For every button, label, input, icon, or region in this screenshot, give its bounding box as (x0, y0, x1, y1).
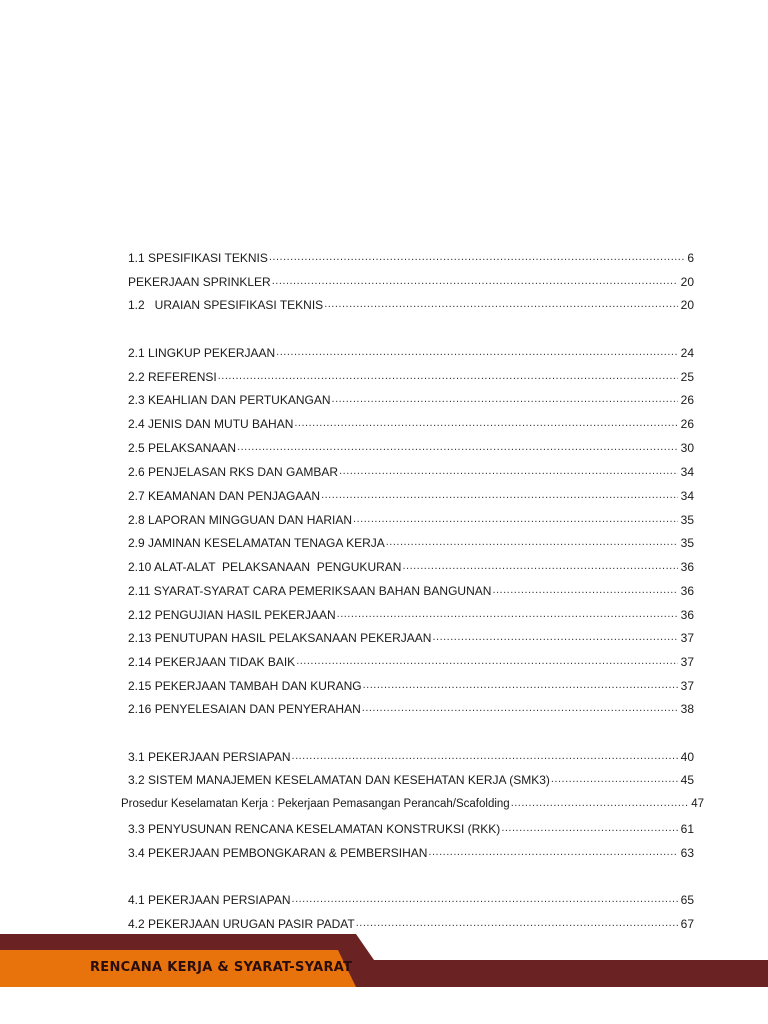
toc-entry-title: 2.9 JAMINAN KESELAMATAN TENAGA KERJA (128, 536, 385, 550)
dot-leader (511, 798, 689, 808)
toc-entry[interactable] (128, 485, 694, 503)
toc-entry-page: 61 (680, 822, 694, 836)
toc-entry[interactable] (128, 698, 694, 716)
dot-leader (292, 894, 678, 904)
toc-entry[interactable] (128, 532, 694, 550)
toc-entry-title: 1.1 SPESIFIKASI TEKNIS (128, 251, 268, 265)
toc-entry-page: 67 (680, 917, 694, 931)
toc-entry-page: 65 (680, 893, 694, 907)
toc-entry-title: 2.4 JENIS DAN MUTU BAHAN (128, 417, 294, 431)
toc-entry-title: 2.16 PENYELESAIAN DAN PENYERAHAN (128, 702, 361, 716)
dot-leader (332, 394, 678, 404)
toc-entry-title: 3.3 PENYUSUNAN RENCANA KESELAMATAN KONSTRUKSI (RKK) (128, 822, 501, 836)
toc-entry[interactable] (128, 675, 694, 693)
dot-leader (237, 442, 678, 452)
toc-entry-page: 36 (680, 608, 694, 622)
toc-entry-page: 20 (680, 298, 694, 312)
dot-leader (321, 490, 678, 500)
dot-leader (294, 418, 677, 428)
dot-leader (292, 751, 678, 761)
dot-leader (386, 537, 678, 547)
toc-entry-page: 45 (680, 773, 694, 787)
toc-entry-title: 4.2 PEKERJAAN URUGAN PASIR PADAT (128, 917, 355, 931)
toc-entry-page: 37 (680, 631, 694, 645)
dot-leader (362, 703, 678, 713)
toc-entry-page: 35 (680, 513, 694, 527)
toc-entry-page: 26 (680, 393, 694, 407)
toc-entry-title: 3.1 PEKERJAAN PERSIAPAN (128, 750, 291, 764)
toc-entry-page: 38 (680, 702, 694, 716)
dot-leader (339, 466, 678, 476)
toc-entry[interactable] (128, 842, 694, 860)
toc-entry[interactable] (128, 271, 694, 289)
toc-entry[interactable] (128, 889, 694, 907)
toc-entry-page: 37 (680, 679, 694, 693)
toc-entry-title: 2.2 REFERENSI (128, 370, 217, 384)
toc-entry-title: 2.14 PEKERJAAN TIDAK BAIK (128, 655, 296, 669)
toc-entry-title: 2.12 PENGUJIAN HASIL PEKERJAAN (128, 608, 336, 622)
dot-leader (296, 656, 677, 666)
toc-entry-title: 2.5 PELAKSANAAN (128, 441, 237, 455)
toc-entry-page: 36 (680, 584, 694, 598)
toc-entry-title: 2.11 SYARAT-SYARAT CARA PEMERIKSAAN BAHAN BANGUNAN (128, 584, 492, 598)
dot-leader (492, 585, 677, 595)
toc-entry[interactable] (128, 913, 694, 931)
toc-entry-title: 4.1 PEKERJAAN PERSIAPAN (128, 893, 291, 907)
toc-entry[interactable] (128, 461, 694, 479)
toc-entry[interactable] (128, 247, 694, 265)
toc-entry[interactable] (128, 818, 694, 836)
dot-leader (353, 514, 678, 524)
dot-leader (269, 252, 684, 262)
toc-entry[interactable] (128, 294, 694, 312)
toc-entry[interactable] (128, 627, 694, 645)
toc-entry[interactable] (128, 580, 694, 598)
toc-entry-title: 2.10 ALAT-ALAT PELAKSANAAN PENGUKURAN (128, 560, 402, 574)
dot-leader (402, 561, 677, 571)
toc-entry-page: 24 (680, 346, 694, 360)
toc-entry[interactable] (128, 651, 694, 669)
footer-label: RENCANA KERJA & SYARAT-SYARAT (90, 960, 353, 975)
toc-entry-page: 35 (680, 536, 694, 550)
toc-entry-title: PEKERJAAN SPRINKLER (128, 275, 271, 289)
dot-leader (501, 823, 677, 833)
toc-entry[interactable] (128, 366, 694, 384)
toc-entry-title: 3.4 PEKERJAAN PEMBONGKARAN & PEMBERSIHAN (128, 846, 428, 860)
toc-entry-page: 6 (687, 251, 694, 265)
dot-leader (363, 680, 678, 690)
toc-entry-page: 63 (680, 846, 694, 860)
toc-entry-page: 36 (680, 560, 694, 574)
toc-entry[interactable] (128, 389, 694, 407)
toc-entry-title: 2.7 KEAMANAN DAN PENJAGAAN (128, 489, 321, 503)
toc-entry[interactable] (128, 413, 694, 431)
toc-entry-page: 26 (680, 417, 694, 431)
toc-entry-page: 40 (680, 750, 694, 764)
toc-entry-title: 1.2 URAIAN SPESIFIKASI TEKNIS (128, 298, 324, 312)
toc-entry[interactable] (128, 604, 694, 622)
toc-entry-title: 2.6 PENJELASAN RKS DAN GAMBAR (128, 465, 339, 479)
toc-entry-page: 47 (691, 798, 704, 810)
toc-entry-title: 3.2 SISTEM MANAJEMEN KESELAMATAN DAN KESEHATAN KERJA (SMK3) (128, 773, 550, 787)
dot-leader (551, 774, 678, 784)
toc-entry-page: 34 (680, 465, 694, 479)
toc-entry-page: 20 (680, 275, 694, 289)
toc-entry-title: 2.1 LINGKUP PEKERJAAN (128, 346, 276, 360)
toc-entry-page: 37 (680, 655, 694, 669)
page-footer (0, 934, 768, 990)
toc-entry-title: 2.3 KEAHLIAN DAN PERTUKANGAN (128, 393, 331, 407)
dot-leader (428, 847, 677, 857)
toc-entry-page: 34 (680, 489, 694, 503)
toc-entry[interactable] (128, 556, 694, 574)
toc-entry[interactable] (128, 342, 694, 360)
dot-leader (337, 609, 678, 619)
dot-leader (324, 299, 677, 309)
toc-entry-page: 30 (680, 441, 694, 455)
dot-leader (272, 276, 678, 286)
toc-entry[interactable] (128, 509, 694, 527)
dot-leader (218, 371, 678, 381)
toc-entry-title: 2.13 PENUTUPAN HASIL PELAKSANAAN PEKERJAAN (128, 631, 432, 645)
toc-entry-title: 2.15 PEKERJAAN TAMBAH DAN KURANG (128, 679, 362, 693)
dot-leader (356, 918, 678, 928)
dot-leader (276, 347, 677, 357)
toc-entry-title: 2.8 LAPORAN MINGGUAN DAN HARIAN (128, 513, 353, 527)
toc-entry[interactable] (128, 746, 694, 764)
toc-entry-title: Prosedur Keselamatan Kerja : Pekerjaan Pemasangan Perancah/Scafolding (121, 798, 510, 810)
dot-leader (432, 632, 677, 642)
toc-entry[interactable] (128, 437, 694, 455)
toc-entry-page: 25 (680, 370, 694, 384)
toc-entry[interactable] (121, 793, 704, 811)
toc-entry[interactable] (128, 769, 694, 787)
